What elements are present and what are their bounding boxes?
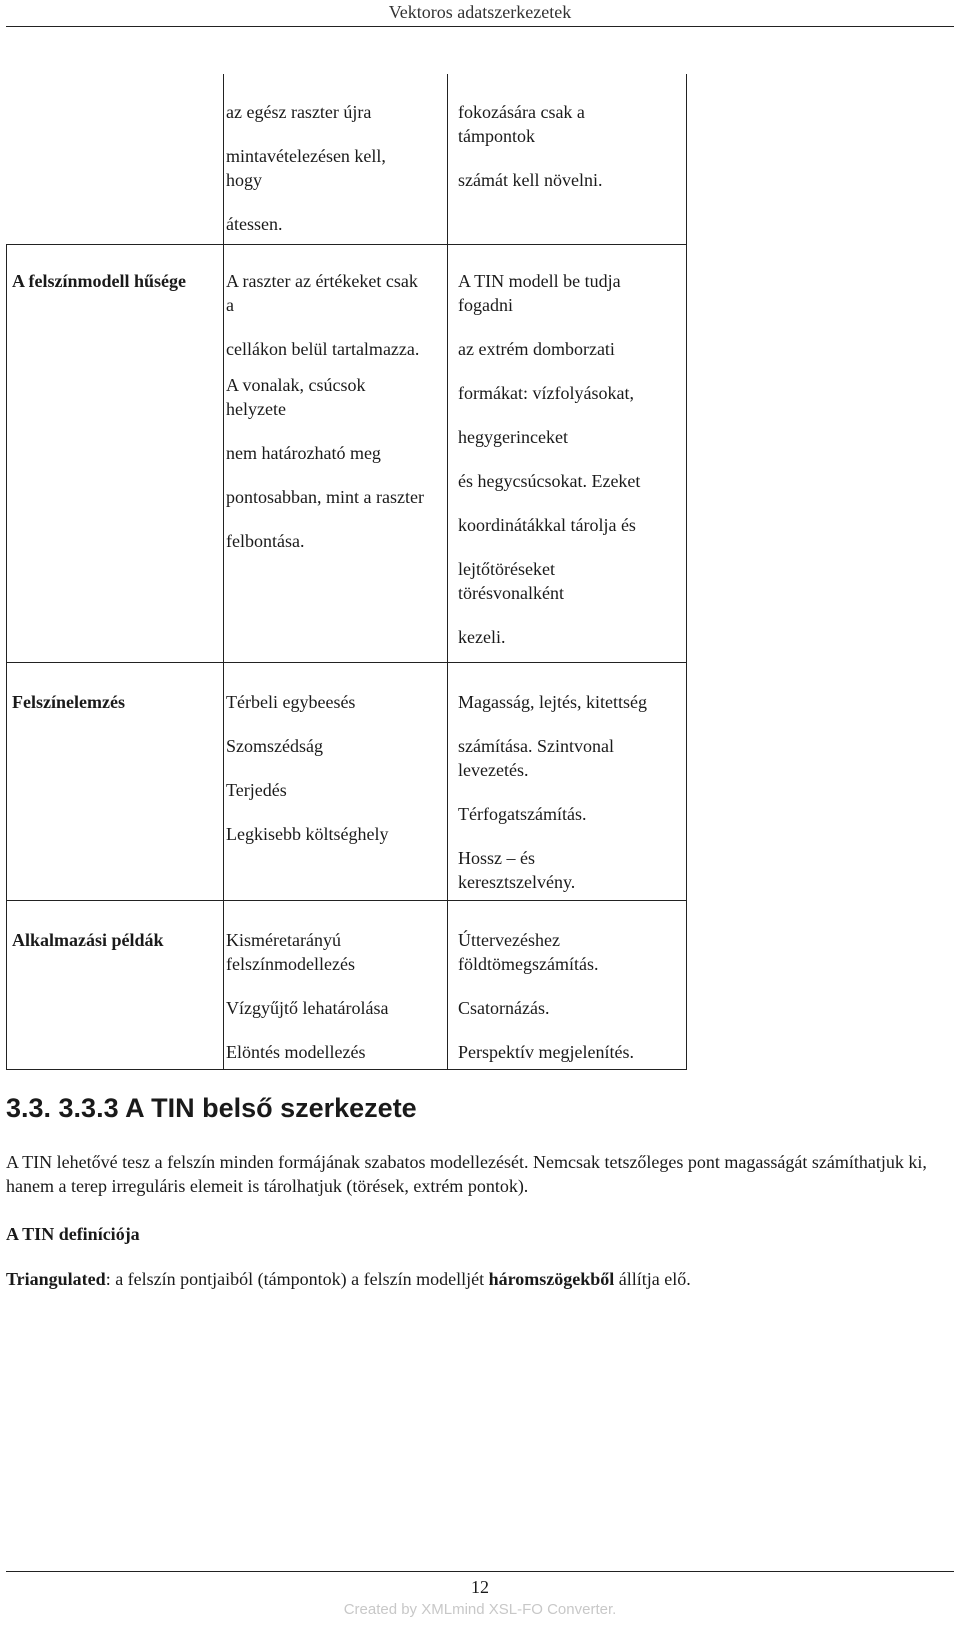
section-heading: 3.3. 3.3.3 A TIN belső szerkezete [6,1093,417,1123]
credit-prefix: Created by [343,1601,422,1618]
table-cell-line: fokozására csak a támpontok [458,102,585,146]
table-cell-line: Térbeli egybeesés [226,692,356,712]
table-row-head-examples: Alkalmazási példák [12,930,164,950]
table-cell-line: formákat: vízfolyásokat, [458,383,634,403]
table-cell-line: Térfogatszámítás. [458,804,587,824]
table-cell-line: A raszter az értékeket csak a [226,271,418,315]
table-cell-line: Perspektív megjelenítés. [458,1042,634,1062]
table-cell-line: Szomszédság [226,736,323,756]
definition-text-after: állítja elő. [614,1269,691,1289]
credit-suffix: . [612,1601,617,1618]
definition-subheading: A TIN definíciója [6,1224,140,1244]
table-cell-line: Úttervezéshez földtömegszámítás. [458,930,599,974]
table-cell-line: pontosabban, mint a raszter [226,487,424,507]
page-number: 12 [471,1577,489,1597]
table-cell-line: A TIN modell be tudja fogadni [458,271,621,315]
table-vline-left [6,244,7,1070]
table-cell-line: az extrém domborzati [458,339,615,359]
table-vline-right [686,74,687,1070]
table-cell-line: Hossz – és keresztszelvény. [458,848,576,892]
table-cell-line: felbontása. [226,531,305,551]
table-row-0-col3 [458,100,633,192]
table-row-0-col2 [226,100,441,236]
footer-rule [6,1571,954,1572]
converter-credit [0,1601,960,1618]
credit-link[interactable]: XMLmind XSL-FO Converter [421,1601,613,1618]
table-row-head-analysis: Felszínelemzés [12,692,125,712]
table-cell-line: számát kell növelni. [458,170,603,190]
table-row-2-col2 [226,690,441,846]
table-cell-line: kezeli. [458,627,506,647]
table-cell-line: Legkisebb költséghely [226,824,389,844]
table-cell-line: Csatornázás. [458,998,550,1018]
table-hline-3 [6,900,687,901]
definition-paragraph [6,1267,954,1291]
table-cell-line: lejtőtöréseket törésvonalként [458,559,564,603]
table-cell-line: nem határozható meg [226,443,381,463]
definition-term: Triangulated [6,1269,106,1289]
table-cell-line: Magasság, lejtés, kitettség [458,692,647,712]
header-rule [6,26,954,27]
table-cell-line: és hegycsúcsokat. Ezeket [458,471,641,491]
table-cell-line: Elöntés modellezés [226,1042,366,1062]
definition-emphasis: háromszögekből [488,1269,615,1289]
table-cell-line: A vonalak, csúcsok helyzete [226,375,366,419]
table-row-head-fidelity: A felszínmodell hűsége [12,271,186,291]
table-row-2-col3 [458,690,683,894]
table-cell-line: Vízgyűjtő lehatárolása [226,998,389,1018]
running-header-title: Vektoros adatszerkezetek [388,2,572,22]
table-cell-line: az egész raszter újra [226,102,372,122]
table-cell-line: hegygerinceket [458,427,568,447]
table-vline-1 [223,74,224,1070]
table-row-3-col3 [458,928,668,1064]
table-hline-1 [6,244,687,245]
table-row-1-col2 [226,269,426,553]
table-cell-line: koordinátákkal tárolja és [458,515,636,535]
definition-text-before: : a felszín pontjaiból (támpontok) a felszín modelljét [105,1269,489,1289]
table-row-3-col2 [226,928,416,1064]
table-cell-line: Kisméretarányú felszínmodellezés [226,930,355,974]
intro-paragraph: A TIN lehetővé tesz a felszín minden formájának szabatos modellezését. Nemcsak tetszőleges pont magasságát számíthatjuk ki, hanem a terep irreguláris elemeit is tárolhatjuk (törések, extrém pontok). [6,1152,927,1196]
table-row-1-col3 [458,269,658,649]
table-hline-bottom [6,1069,687,1070]
table-cell-line: cellákon belül tartalmazza. [226,339,420,359]
table-hline-2 [6,662,687,663]
table-cell-line: Terjedés [226,780,287,800]
table-vline-2 [447,74,448,1070]
table-cell-line: átessen. [226,214,283,234]
table-cell-line: számítása. Szintvonal levezetés. [458,736,614,780]
table-cell-line: mintavételezésen kell, hogy [226,146,386,190]
